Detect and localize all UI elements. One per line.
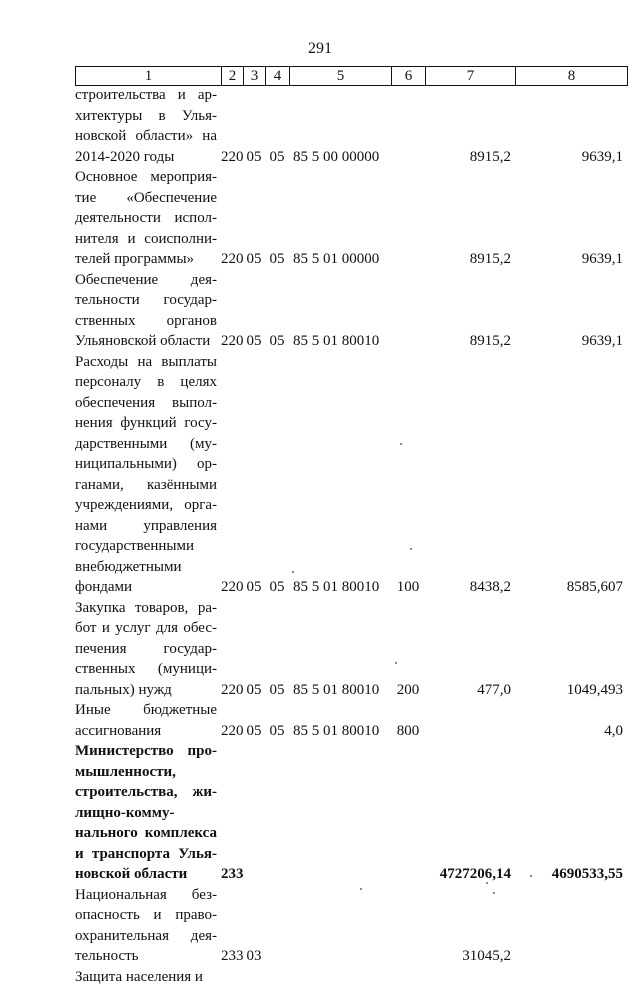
cell-subsection: 05 bbox=[265, 352, 289, 598]
column-header-3: 3 bbox=[244, 67, 266, 86]
cell-amount-2: 9639,1 bbox=[515, 270, 627, 352]
cell-name bbox=[75, 700, 221, 741]
table-row bbox=[75, 598, 627, 701]
cell-subsection: 05 bbox=[265, 700, 289, 741]
cell-name-line: Обеспечение дея- bbox=[75, 270, 217, 291]
page-number: 291 bbox=[0, 40, 640, 58]
cell-target-article: 85 5 01 80010 bbox=[289, 598, 391, 701]
cell-name-line: ганами, казёнными bbox=[75, 475, 217, 496]
cell-amount-1 bbox=[425, 700, 515, 741]
cell-name bbox=[75, 741, 221, 885]
cell-name-line: Основное мероприя- bbox=[75, 167, 217, 188]
table-row bbox=[75, 885, 627, 967]
scan-speck bbox=[395, 662, 397, 664]
cell-name-line: ственных органов bbox=[75, 311, 217, 332]
cell-name-line: государственными bbox=[75, 536, 217, 557]
cell-section: 03 bbox=[243, 885, 265, 967]
cell-name-line: внебюджетными bbox=[75, 557, 217, 578]
cell-amount-1: 8915,2 bbox=[425, 270, 515, 352]
cell-name-line: деятельности испол- bbox=[75, 208, 217, 229]
cell-amount-2 bbox=[515, 885, 627, 967]
cell-name-line: охранительная дея- bbox=[75, 926, 217, 947]
cell-amount-1: 8438,2 bbox=[425, 352, 515, 598]
cell-name-line: Расходы на выплаты bbox=[75, 352, 217, 373]
scan-speck bbox=[400, 443, 402, 445]
cell-expense-type bbox=[391, 885, 425, 967]
cell-name-line: мышленности, bbox=[75, 762, 217, 783]
cell-name-line: Закупка товаров, ра- bbox=[75, 598, 217, 619]
cell-amount-1 bbox=[425, 967, 515, 987]
cell-name-line: ассигнования bbox=[75, 721, 217, 742]
budget-table bbox=[75, 85, 627, 987]
cell-expense-type bbox=[391, 85, 425, 167]
cell-section: 05 bbox=[243, 598, 265, 701]
cell-amount-2: 9639,1 bbox=[515, 85, 627, 167]
cell-target-article: 85 5 00 00000 bbox=[289, 85, 391, 167]
cell-subsection: 05 bbox=[265, 167, 289, 270]
cell-name-line: строительства и ар- bbox=[75, 85, 217, 106]
cell-subsection: 05 bbox=[265, 270, 289, 352]
cell-name bbox=[75, 598, 221, 701]
cell-expense-type bbox=[391, 167, 425, 270]
cell-ved: 220 bbox=[221, 270, 243, 352]
cell-name-line: нителя и соисполни- bbox=[75, 229, 217, 250]
cell-ved: 220 bbox=[221, 352, 243, 598]
column-header-7: 7 bbox=[426, 67, 516, 86]
cell-ved: 233 bbox=[221, 885, 243, 967]
column-header-5: 5 bbox=[290, 67, 392, 86]
column-header-8: 8 bbox=[516, 67, 628, 86]
table-row bbox=[75, 85, 627, 167]
cell-target-article: 85 5 01 80010 bbox=[289, 270, 391, 352]
cell-name-line: 2014-2020 годы bbox=[75, 147, 217, 168]
cell-name-line: хитектуры в Улья- bbox=[75, 106, 217, 127]
cell-ved: 220 bbox=[221, 167, 243, 270]
scan-speck bbox=[530, 875, 532, 877]
cell-name-line: опасность и право- bbox=[75, 905, 217, 926]
cell-name-line: Иные бюджетные bbox=[75, 700, 217, 721]
cell-amount-1: 8915,2 bbox=[425, 85, 515, 167]
table-row bbox=[75, 700, 627, 741]
cell-name-line: бот и услуг для обес- bbox=[75, 618, 217, 639]
cell-section: 05 bbox=[243, 700, 265, 741]
cell-target-article: 85 5 01 80010 bbox=[289, 352, 391, 598]
cell-name-line: нения функций госу- bbox=[75, 413, 217, 434]
cell-section: 05 bbox=[243, 352, 265, 598]
cell-name bbox=[75, 885, 221, 967]
cell-amount-1: 4727206,14 bbox=[425, 741, 515, 885]
cell-amount-2: 1049,493 bbox=[515, 598, 627, 701]
cell-target-article: 85 5 01 00000 bbox=[289, 167, 391, 270]
cell-name-line: Ульяновской области bbox=[75, 331, 217, 352]
cell-subsection bbox=[265, 885, 289, 967]
cell-ved bbox=[221, 967, 243, 987]
cell-expense-type bbox=[391, 967, 425, 987]
cell-name-line: тие «Обеспечение bbox=[75, 188, 217, 209]
cell-name-line: Национальная без- bbox=[75, 885, 217, 906]
cell-amount-2 bbox=[515, 967, 627, 987]
cell-amount-2: 4690533,55 bbox=[515, 741, 627, 885]
scan-speck bbox=[493, 892, 495, 894]
cell-expense-type bbox=[391, 741, 425, 885]
cell-amount-1: 8915,2 bbox=[425, 167, 515, 270]
cell-name-line: строительства, жи- bbox=[75, 782, 217, 803]
column-header-6: 6 bbox=[392, 67, 426, 86]
column-number-header bbox=[75, 66, 628, 86]
cell-amount-1: 477,0 bbox=[425, 598, 515, 701]
cell-name-line: тельности государ- bbox=[75, 290, 217, 311]
column-header-2: 2 bbox=[222, 67, 244, 86]
cell-name-line: телей программы» bbox=[75, 249, 217, 270]
cell-name-line: дарственными (му- bbox=[75, 434, 217, 455]
cell-name-line: ственных (муници- bbox=[75, 659, 217, 680]
cell-subsection: 05 bbox=[265, 85, 289, 167]
cell-ved: 220 bbox=[221, 700, 243, 741]
column-header-4: 4 bbox=[266, 67, 290, 86]
cell-ved: 233 bbox=[221, 741, 243, 885]
cell-name-line: нами управления bbox=[75, 516, 217, 537]
cell-target-article bbox=[289, 967, 391, 987]
table-row bbox=[75, 167, 627, 270]
cell-name-line: Министерство про- bbox=[75, 741, 217, 762]
cell-amount-2: 4,0 bbox=[515, 700, 627, 741]
cell-name-line: нального комплекса bbox=[75, 823, 217, 844]
cell-expense-type bbox=[391, 270, 425, 352]
cell-target-article: 85 5 01 80010 bbox=[289, 700, 391, 741]
cell-name bbox=[75, 167, 221, 270]
cell-section bbox=[243, 967, 265, 987]
cell-name-line: новской области» на bbox=[75, 126, 217, 147]
cell-name bbox=[75, 270, 221, 352]
cell-amount-2: 9639,1 bbox=[515, 167, 627, 270]
table-row bbox=[75, 352, 627, 598]
cell-ved: 220 bbox=[221, 85, 243, 167]
cell-subsection: 05 bbox=[265, 598, 289, 701]
cell-expense-type: 200 bbox=[391, 598, 425, 701]
cell-subsection bbox=[265, 967, 289, 987]
cell-ved: 220 bbox=[221, 598, 243, 701]
cell-name-line: обеспечения выпол- bbox=[75, 393, 217, 414]
cell-expense-type: 100 bbox=[391, 352, 425, 598]
cell-section bbox=[243, 741, 265, 885]
scan-speck bbox=[292, 571, 294, 573]
cell-expense-type: 800 bbox=[391, 700, 425, 741]
cell-name-line: фондами bbox=[75, 577, 217, 598]
cell-name-line: учреждениями, орга- bbox=[75, 495, 217, 516]
cell-name-line: пальных) нужд bbox=[75, 680, 217, 701]
scan-speck bbox=[360, 888, 362, 890]
table-body bbox=[75, 85, 627, 987]
cell-name-line: тельность bbox=[75, 946, 217, 967]
cell-section: 05 bbox=[243, 167, 265, 270]
cell-target-article bbox=[289, 741, 391, 885]
cell-subsection bbox=[265, 741, 289, 885]
cell-name-line: персоналу в целях bbox=[75, 372, 217, 393]
column-header-1: 1 bbox=[76, 67, 222, 86]
table-row bbox=[75, 741, 627, 885]
cell-amount-1: 31045,2 bbox=[425, 885, 515, 967]
cell-target-article bbox=[289, 885, 391, 967]
table-row bbox=[75, 967, 627, 987]
cell-name-line: лищно-комму- bbox=[75, 803, 217, 824]
cell-name bbox=[75, 85, 221, 167]
cell-name-line: и транспорта Улья- bbox=[75, 844, 217, 865]
scan-speck bbox=[410, 548, 412, 550]
table-row bbox=[75, 270, 627, 352]
cell-name-line: Защита населения и bbox=[75, 967, 217, 987]
cell-name-line: ниципальными) ор- bbox=[75, 454, 217, 475]
cell-name bbox=[75, 967, 221, 987]
cell-amount-2: 8585,607 bbox=[515, 352, 627, 598]
cell-section: 05 bbox=[243, 270, 265, 352]
cell-name-line: печения государ- bbox=[75, 639, 217, 660]
cell-name-line: новской области bbox=[75, 864, 217, 885]
cell-section: 05 bbox=[243, 85, 265, 167]
scan-speck bbox=[486, 882, 488, 884]
cell-name bbox=[75, 352, 221, 598]
